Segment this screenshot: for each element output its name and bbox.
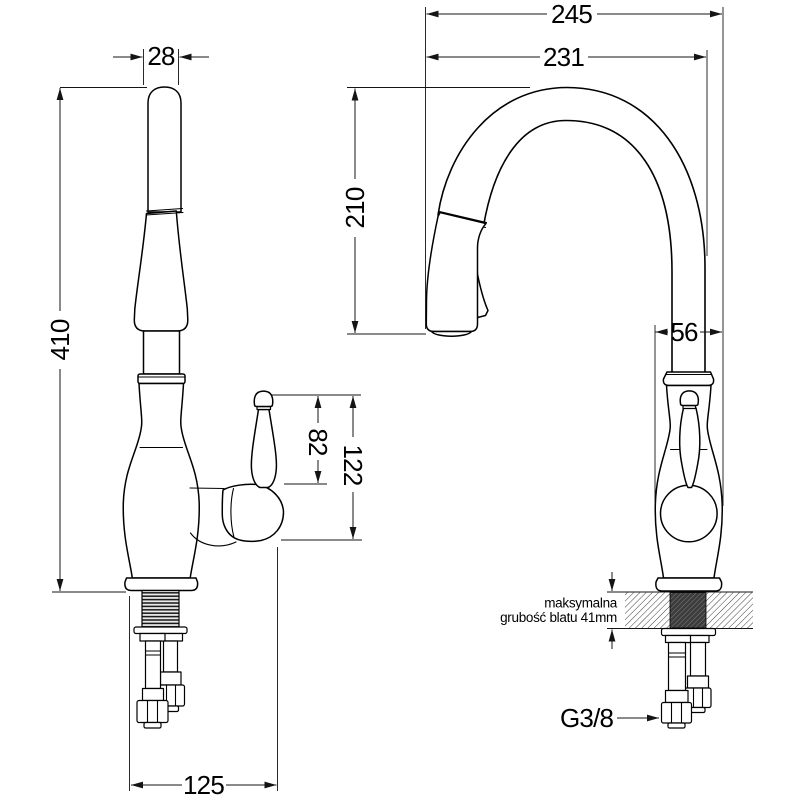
total-height-dim-label: 410	[45, 319, 75, 361]
spout-height-dim-label: 210	[340, 187, 370, 229]
total-reach-dim-label: 245	[551, 0, 592, 29]
front-handle-circle	[661, 485, 718, 542]
front-sprayer-outlet	[432, 332, 472, 337]
countertop-hatch-right	[706, 593, 753, 628]
countertop-section	[607, 592, 753, 629]
side-handle-knob	[254, 391, 273, 406]
front-base-flange	[656, 578, 722, 591]
body-width-dim-label: 56	[670, 317, 698, 347]
spout-width-dim-label: 28	[147, 41, 175, 71]
front-threaded-shank	[670, 593, 706, 628]
side-collar	[138, 374, 185, 384]
side-spout-tube	[148, 87, 181, 212]
front-handle-knob	[680, 391, 698, 406]
spout-reach-dim-label: 231	[543, 42, 584, 72]
faucet-front-view	[426, 88, 753, 729]
handle-total-height-dim-label: 122	[338, 444, 368, 486]
base-depth-dim-label: 125	[183, 770, 224, 800]
countertop-note-line1: maksymalna	[544, 595, 617, 611]
side-handle-lever	[251, 410, 276, 488]
handle-lever-height-dim-label: 82	[303, 428, 333, 456]
front-mount-washer	[662, 629, 716, 636]
thread-size-label: G3/8	[560, 703, 614, 733]
side-base-flange	[125, 578, 198, 591]
countertop-hatch-left	[625, 593, 670, 628]
countertop-note-line2: grubość blatu 41mm	[500, 610, 617, 625]
front-gooseneck-inner	[484, 121, 673, 373]
faucet-side-view	[123, 87, 283, 728]
side-mount-washer	[134, 627, 187, 634]
side-sprayer-cone	[134, 211, 188, 331]
side-neck-cylinder	[144, 331, 180, 374]
front-sprayer-head	[426, 213, 486, 332]
side-threaded-shank	[142, 591, 179, 628]
side-body	[123, 384, 199, 579]
